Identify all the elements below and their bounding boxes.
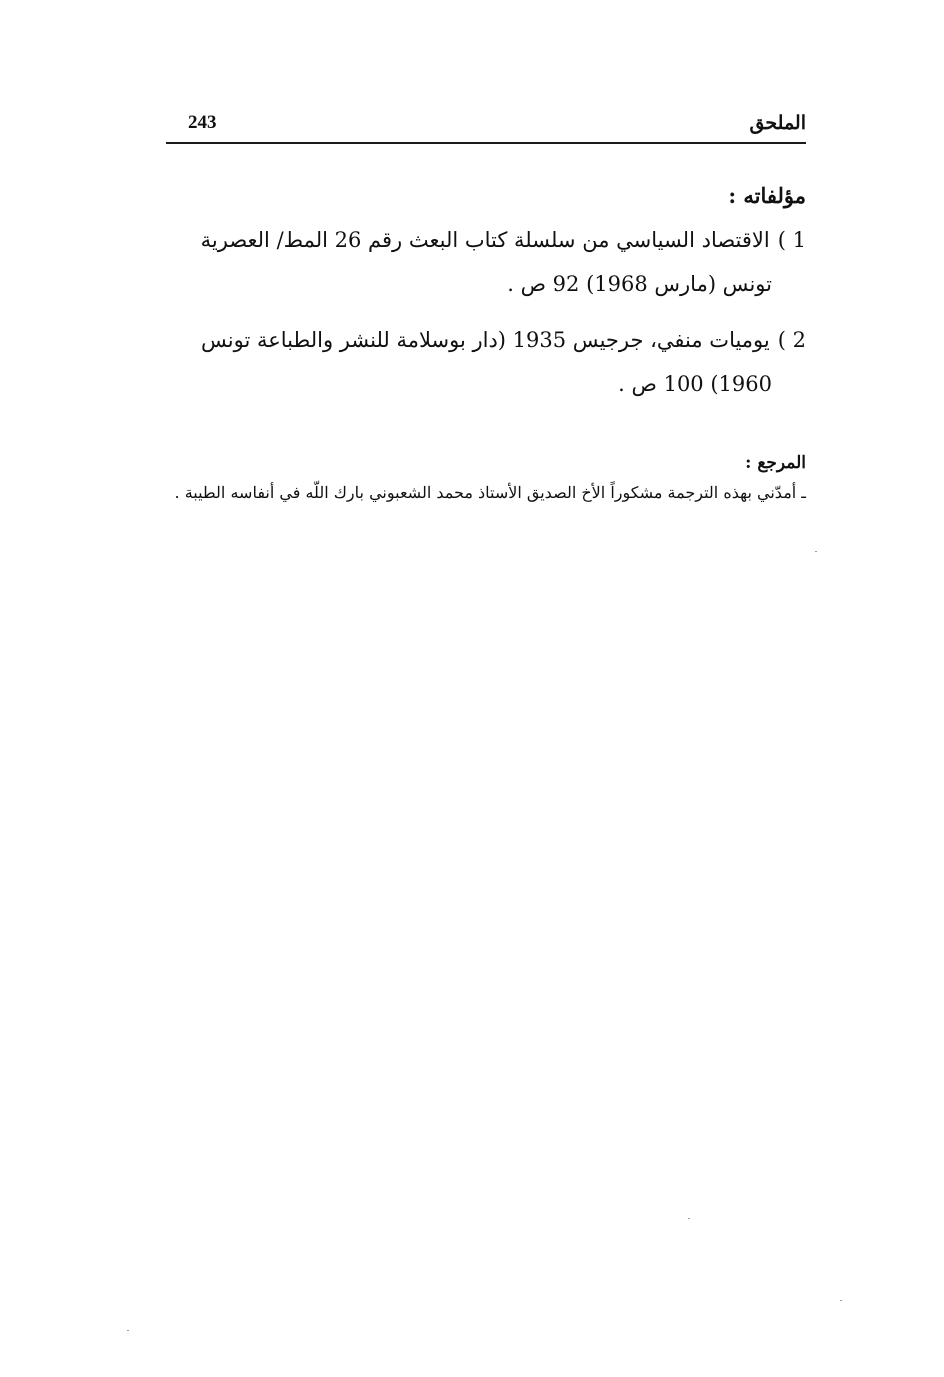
work-item-2 [166, 318, 806, 406]
work-item-details: 1960) 100 ص . [618, 372, 772, 396]
scan-speck [815, 551, 817, 552]
work-item-1 [166, 218, 806, 306]
running-title: الملحق [749, 112, 806, 134]
page-number: 243 [188, 112, 217, 133]
scan-speck [840, 1300, 842, 1301]
reference-heading: المرجع : [745, 453, 806, 473]
work-item-number: 1 ) [777, 228, 806, 252]
page-header [166, 108, 806, 144]
scan-speck [127, 1330, 129, 1331]
work-item-details: تونس (مارس 1968) 92 ص . [507, 272, 772, 296]
scan-speck [688, 1218, 690, 1219]
works-heading: مؤلفاته : [728, 183, 806, 208]
work-item-title: يوميات منفي، جرجيس 1935 (دار بوسلامة للنشر والطباعة تونس [201, 328, 770, 352]
reference-text: ـ أمدّني بهذه الترجمة مشكوراً الأخ الصديق الأستاذ محمد الشعبوني بارك اللّه في أنفاسه الطيبة . [174, 483, 806, 502]
work-item-number: 2 ) [777, 328, 806, 352]
work-item-title: الاقتصاد السياسي من سلسلة كتاب البعث رقم 26 المط/ العصرية [200, 228, 770, 252]
